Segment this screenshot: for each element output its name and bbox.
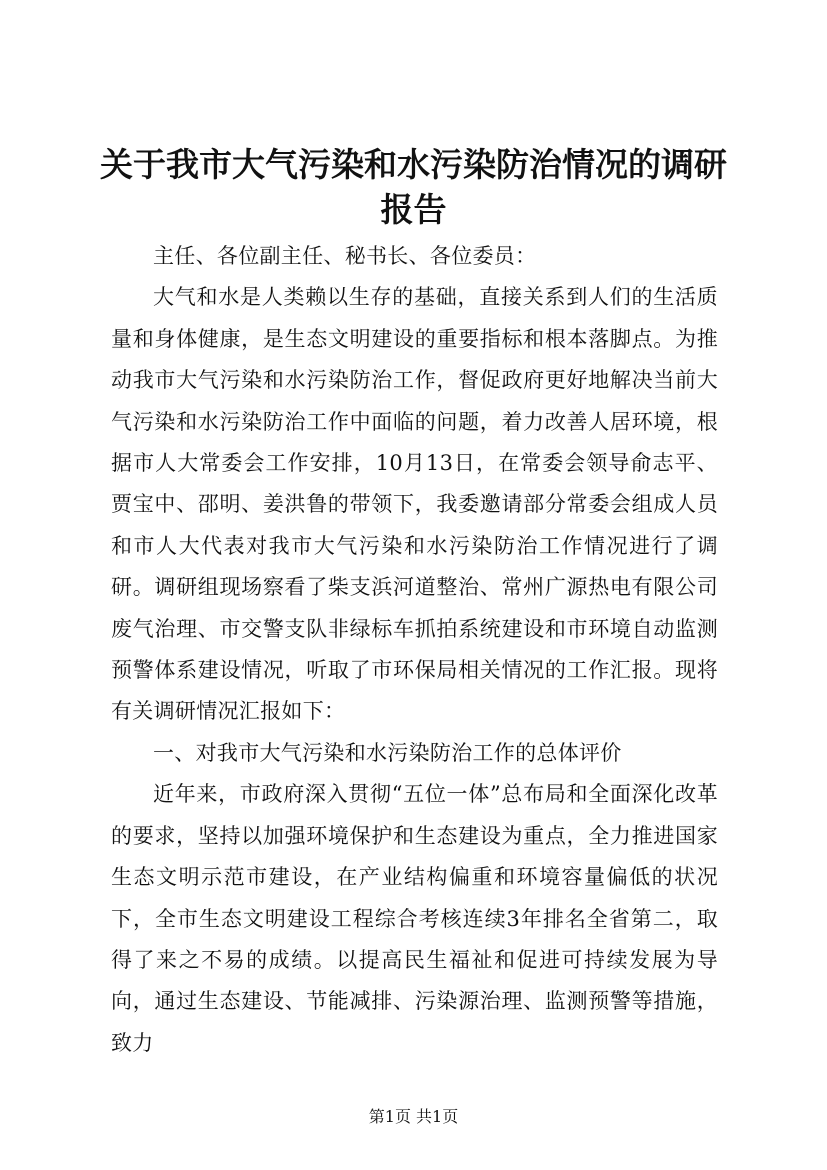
salutation-paragraph: 主任、各位副主任、秘书长、各位委员： xyxy=(153,244,537,268)
document-title: 关于我市大气污染和水污染防治情况的调研报告 xyxy=(100,145,727,229)
intro-paragraph: 大气和水是人类赖以生存的基础，直接关系到人们的生活质量和身体健康，是生态文明建设的重要指标和根本落脚点。为推动我市大气污染和水污染防治工作，督促政府更好地解决当前大气污染和水污染防治工作中面临的问题，着力改善人居环境，根据市人大常委会工作安排，10月13日，在常委会领导俞志平、贾宝中、邵明、姜洪鲁的带领下，我委邀请部分常委会组成人员和市人大代表对我市大气污染和水污染防治工作情况进行了调研。调研组现场察看了柴支浜河道整治、常州广源热电有限公司废气治理、市交警支队非绿标车抓拍系统建设和市环境自动监测预警体系建设情况，听取了市环保局相关情况的工作汇报。现将有关调研情况汇报如下： xyxy=(111,285,718,724)
document-body xyxy=(111,236,718,1064)
page-footer: 第1页 共1页 xyxy=(368,1107,459,1126)
evaluation-paragraph: 近年来，市政府深入贯彻“五位一体”总布局和全面深化改革的要求，坚持以加强环境保护和生态建设为重点，全力推进国家生态文明示范市建设，在产业结构偏重和环境容量偏低的状况下，全市生态文明建设工程综合考核连续3年排名全省第二，取得了来之不易的成绩。以提高民生福祉和促进可持续发展为导向，通过生态建设、节能减排、污染源治理、监测预警等措施，致力 xyxy=(111,782,718,1055)
section-heading: 一、对我市大气污染和水污染防治工作的总体评价 xyxy=(153,740,622,765)
